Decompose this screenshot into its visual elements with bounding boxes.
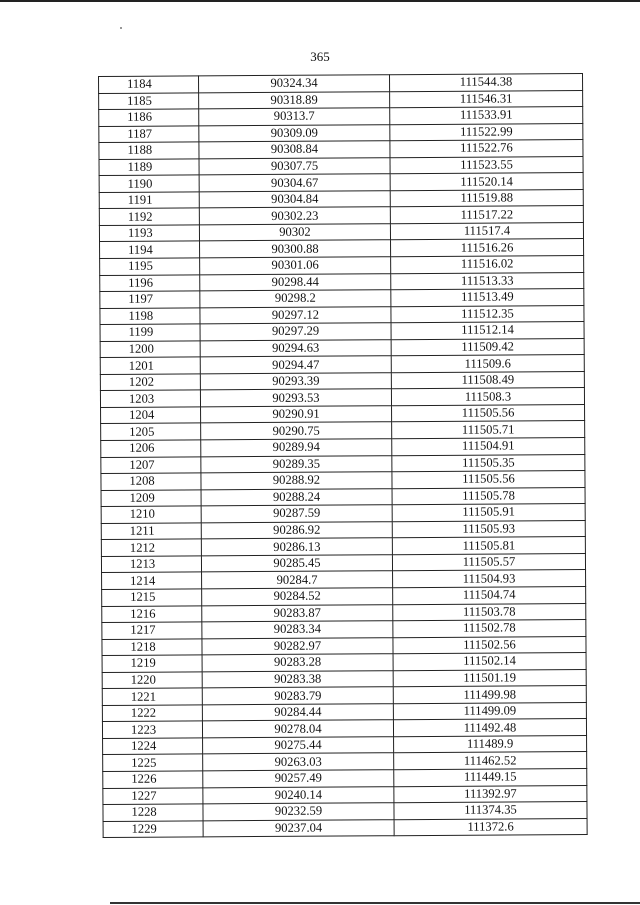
x-coordinate-cell: 90324.34 (199, 75, 390, 93)
x-coordinate-cell: 90288.92 (201, 472, 392, 490)
point-id-cell: 1213 (101, 556, 201, 573)
x-coordinate-cell: 90283.87 (202, 604, 393, 622)
point-id-cell: 1184 (99, 76, 199, 93)
x-coordinate-cell: 90240.14 (203, 786, 394, 804)
y-coordinate-cell: 111533.91 (390, 107, 583, 125)
scan-speck (120, 27, 122, 29)
x-coordinate-cell: 90263.03 (203, 753, 394, 771)
point-id-cell: 1214 (102, 572, 202, 589)
y-coordinate-cell: 111546.31 (390, 90, 583, 108)
x-coordinate-cell: 90283.38 (202, 670, 393, 688)
y-coordinate-cell: 111492.48 (393, 719, 586, 737)
y-coordinate-cell: 111503.78 (393, 603, 586, 621)
x-coordinate-cell: 90302.23 (199, 207, 390, 225)
point-id-cell: 1209 (101, 490, 201, 507)
x-coordinate-cell: 90284.44 (202, 703, 393, 721)
point-id-cell: 1224 (103, 738, 203, 755)
y-coordinate-cell: 111516.26 (391, 239, 584, 257)
y-coordinate-cell: 111516.02 (391, 256, 584, 274)
page-number: 365 (310, 49, 330, 64)
x-coordinate-cell: 90297.29 (200, 323, 391, 341)
x-coordinate-cell: 90237.04 (203, 819, 394, 837)
x-coordinate-cell: 90301.06 (200, 257, 391, 275)
point-id-cell: 1210 (101, 506, 201, 523)
point-id-cell: 1222 (102, 705, 202, 722)
y-coordinate-cell: 111505.78 (392, 487, 585, 505)
y-coordinate-cell: 111505.56 (392, 471, 585, 489)
point-id-cell: 1227 (103, 787, 203, 804)
point-id-cell: 1220 (102, 672, 202, 689)
y-coordinate-cell: 111522.76 (390, 140, 583, 158)
x-coordinate-cell: 90283.28 (202, 654, 393, 672)
x-coordinate-cell: 90283.79 (202, 687, 393, 705)
y-coordinate-cell: 111502.14 (393, 653, 586, 671)
point-id-cell: 1191 (99, 192, 199, 209)
point-id-cell: 1204 (101, 407, 201, 424)
x-coordinate-cell: 90284.7 (202, 571, 393, 589)
point-id-cell: 1219 (102, 655, 202, 672)
y-coordinate-cell: 111508.49 (391, 371, 584, 389)
y-coordinate-cell: 111505.35 (392, 454, 585, 472)
y-coordinate-cell: 111504.91 (392, 438, 585, 456)
point-id-cell: 1215 (102, 589, 202, 606)
point-id-cell: 1186 (99, 109, 199, 126)
y-coordinate-cell: 111505.93 (392, 520, 585, 538)
y-coordinate-cell: 111499.09 (393, 702, 586, 720)
point-id-cell: 1195 (100, 258, 200, 275)
y-coordinate-cell: 111512.14 (391, 322, 584, 340)
y-coordinate-cell: 111499.98 (393, 686, 586, 704)
x-coordinate-cell: 90304.67 (199, 174, 390, 192)
y-coordinate-cell: 111501.19 (393, 669, 586, 687)
x-coordinate-cell: 90290.91 (201, 406, 392, 424)
top-rule (0, 0, 640, 2)
x-coordinate-cell: 90302 (199, 224, 390, 242)
y-coordinate-cell: 111505.91 (392, 504, 585, 522)
x-coordinate-cell: 90294.47 (200, 356, 391, 374)
y-coordinate-cell: 111505.71 (392, 421, 585, 439)
point-id-cell: 1192 (99, 208, 199, 225)
x-coordinate-cell: 90289.35 (201, 455, 392, 473)
coordinate-table-body (99, 74, 588, 838)
x-coordinate-cell: 90307.75 (199, 157, 390, 175)
y-coordinate-cell: 111544.38 (389, 74, 582, 92)
table-row (103, 818, 587, 838)
point-id-cell: 1200 (100, 341, 200, 358)
y-coordinate-cell: 111509.6 (391, 355, 584, 373)
y-coordinate-cell: 111374.35 (394, 802, 587, 820)
point-id-cell: 1187 (99, 126, 199, 143)
point-id-cell: 1216 (102, 605, 202, 622)
x-coordinate-cell: 90294.63 (200, 339, 391, 357)
y-coordinate-cell: 111504.74 (393, 586, 586, 604)
x-coordinate-cell: 90288.24 (201, 488, 392, 506)
x-coordinate-cell: 90290.75 (201, 422, 392, 440)
point-id-cell: 1203 (100, 390, 200, 407)
x-coordinate-cell: 90293.53 (200, 389, 391, 407)
x-coordinate-cell: 90232.59 (203, 803, 394, 821)
y-coordinate-cell: 111505.56 (392, 404, 585, 422)
point-id-cell: 1198 (100, 308, 200, 325)
y-coordinate-cell: 111489.9 (394, 735, 587, 753)
y-coordinate-cell: 111505.81 (392, 537, 585, 555)
point-id-cell: 1217 (102, 622, 202, 639)
point-id-cell: 1206 (101, 440, 201, 457)
x-coordinate-cell: 90309.09 (199, 124, 390, 142)
point-id-cell: 1190 (99, 175, 199, 192)
point-id-cell: 1211 (101, 523, 201, 540)
point-id-cell: 1205 (101, 423, 201, 440)
y-coordinate-cell: 111508.3 (391, 388, 584, 406)
x-coordinate-cell: 90287.59 (201, 505, 392, 523)
x-coordinate-cell: 90289.94 (201, 439, 392, 457)
point-id-cell: 1208 (101, 473, 201, 490)
y-coordinate-cell: 111505.57 (392, 553, 585, 571)
y-coordinate-cell: 111520.14 (390, 173, 583, 191)
y-coordinate-cell: 111517.4 (390, 222, 583, 240)
point-id-cell: 1228 (103, 804, 203, 821)
x-coordinate-cell: 90286.92 (201, 521, 392, 539)
y-coordinate-cell: 111513.33 (391, 272, 584, 290)
point-id-cell: 1201 (100, 357, 200, 374)
x-coordinate-cell: 90283.34 (202, 621, 393, 639)
y-coordinate-cell: 111449.15 (394, 768, 587, 786)
point-id-cell: 1212 (101, 539, 201, 556)
y-coordinate-cell: 111522.99 (390, 123, 583, 141)
x-coordinate-cell: 90297.12 (200, 306, 391, 324)
y-coordinate-cell: 111502.78 (393, 620, 586, 638)
coordinate-table (98, 73, 588, 838)
point-id-cell: 1185 (99, 92, 199, 109)
x-coordinate-cell: 90286.13 (201, 538, 392, 556)
point-id-cell: 1223 (102, 721, 202, 738)
x-coordinate-cell: 90318.89 (199, 91, 390, 109)
x-coordinate-cell: 90284.52 (202, 588, 393, 606)
x-coordinate-cell: 90313.7 (199, 108, 390, 126)
point-id-cell: 1202 (100, 374, 200, 391)
x-coordinate-cell: 90304.84 (199, 191, 390, 209)
point-id-cell: 1229 (103, 820, 203, 837)
x-coordinate-cell: 90293.39 (200, 373, 391, 391)
point-id-cell: 1207 (101, 456, 201, 473)
x-coordinate-cell: 90282.97 (202, 637, 393, 655)
x-coordinate-cell: 90285.45 (201, 555, 392, 573)
y-coordinate-cell: 111462.52 (394, 752, 587, 770)
point-id-cell: 1196 (100, 274, 200, 291)
point-id-cell: 1226 (103, 771, 203, 788)
y-coordinate-cell: 111517.22 (390, 206, 583, 224)
point-id-cell: 1189 (99, 159, 199, 176)
y-coordinate-cell: 111523.55 (390, 156, 583, 174)
x-coordinate-cell: 90278.04 (202, 720, 393, 738)
point-id-cell: 1225 (103, 754, 203, 771)
point-id-cell: 1199 (100, 324, 200, 341)
y-coordinate-cell: 111392.97 (394, 785, 587, 803)
y-coordinate-cell: 111504.93 (393, 570, 586, 588)
point-id-cell: 1188 (99, 142, 199, 159)
coordinate-table-container (98, 73, 587, 838)
point-id-cell: 1193 (99, 225, 199, 242)
point-id-cell: 1194 (100, 241, 200, 258)
x-coordinate-cell: 90298.2 (200, 290, 391, 308)
y-coordinate-cell: 111519.88 (390, 189, 583, 207)
point-id-cell: 1218 (102, 638, 202, 655)
x-coordinate-cell: 90275.44 (203, 737, 394, 755)
x-coordinate-cell: 90300.88 (200, 240, 391, 258)
y-coordinate-cell: 111372.6 (394, 818, 587, 836)
x-coordinate-cell: 90298.44 (200, 273, 391, 291)
y-coordinate-cell: 111513.49 (391, 289, 584, 307)
point-id-cell: 1197 (100, 291, 200, 308)
y-coordinate-cell: 111502.56 (393, 636, 586, 654)
y-coordinate-cell: 111512.35 (391, 305, 584, 323)
x-coordinate-cell: 90308.84 (199, 141, 390, 159)
bottom-rule (110, 902, 640, 904)
y-coordinate-cell: 111509.42 (391, 338, 584, 356)
point-id-cell: 1221 (102, 688, 202, 705)
x-coordinate-cell: 90257.49 (203, 770, 394, 788)
